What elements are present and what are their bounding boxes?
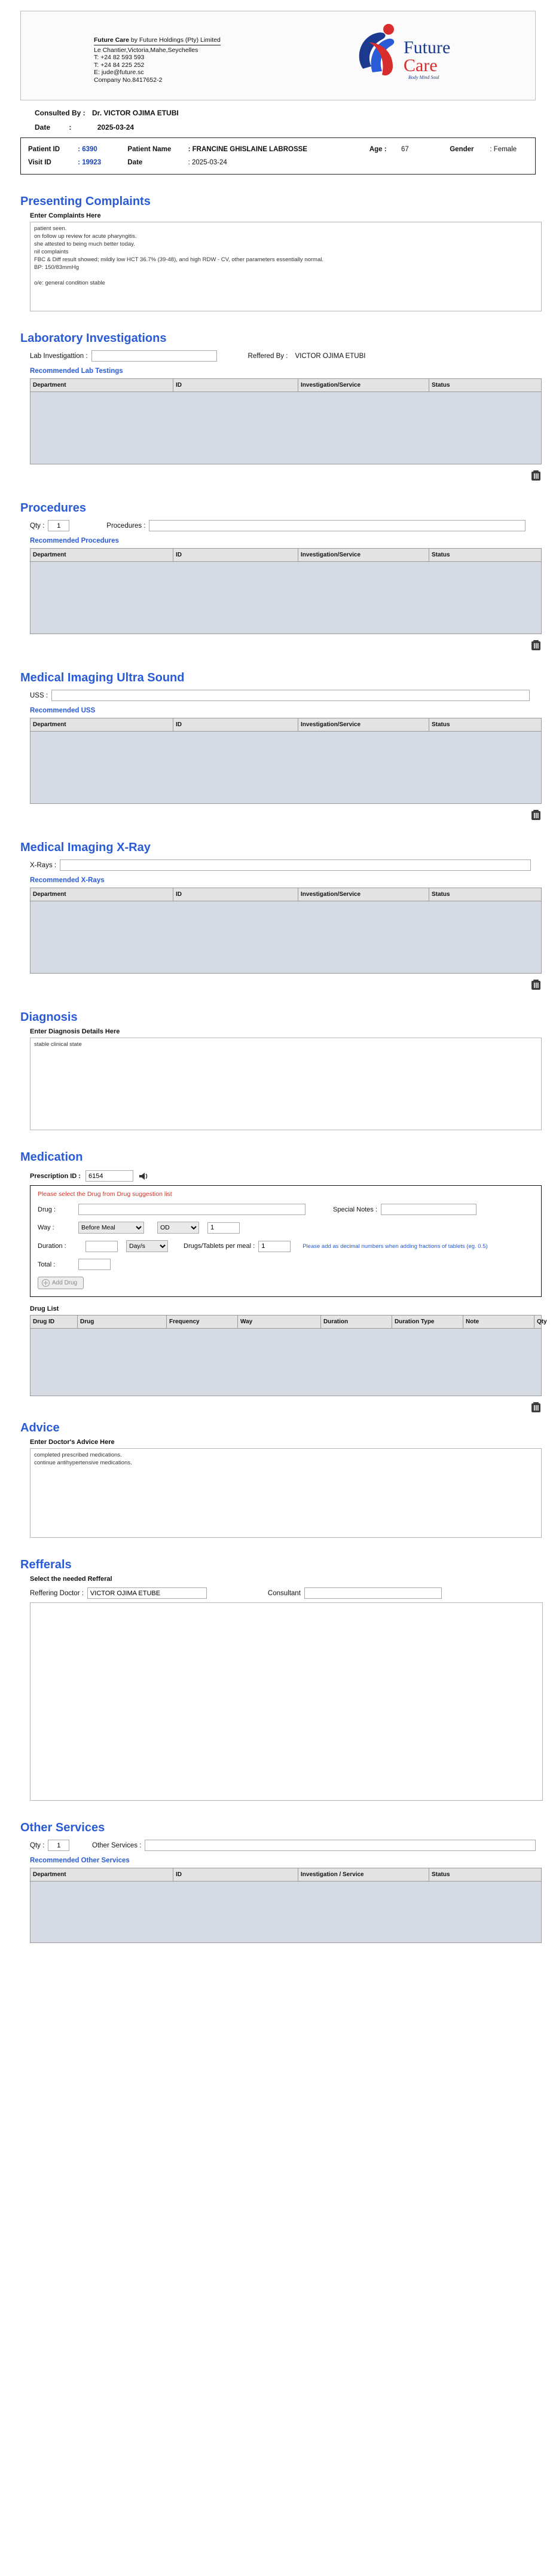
procedures-input[interactable] bbox=[149, 520, 526, 531]
consulted-by-line bbox=[35, 109, 536, 117]
xray-table-empty-body bbox=[30, 901, 542, 974]
prescription-id-label: Prescription ID : bbox=[30, 1172, 81, 1180]
add-drug-row bbox=[38, 1277, 534, 1289]
clinic-header bbox=[20, 11, 536, 100]
uss-table-body-row bbox=[30, 732, 542, 804]
other-col-department: Department bbox=[30, 1868, 173, 1881]
recommended-other-services-link[interactable]: Recommended Other Services bbox=[30, 1857, 130, 1864]
medication-way-row bbox=[38, 1222, 534, 1234]
other-services-input[interactable] bbox=[145, 1840, 536, 1851]
patient-gender-value: : Female bbox=[490, 146, 517, 153]
consultant-label: Consultant bbox=[267, 1589, 301, 1597]
patient-name-value: : FRANCINE GHISLAINE LABROSSE bbox=[188, 146, 307, 153]
referrals-panel[interactable] bbox=[30, 1602, 543, 1801]
medication-total-row bbox=[38, 1259, 534, 1270]
patient-age-label: Age : bbox=[369, 146, 387, 153]
delete-icon[interactable] bbox=[530, 639, 542, 651]
procedures-table-body-row bbox=[30, 562, 542, 634]
svg-text:Future: Future bbox=[404, 38, 451, 57]
other-services-row bbox=[30, 1840, 536, 1851]
section-title-other-services: Other Services bbox=[20, 1821, 105, 1834]
other-services-qty-input[interactable] bbox=[48, 1840, 69, 1851]
xray-col-department: Department bbox=[30, 888, 173, 901]
duration-input[interactable] bbox=[85, 1241, 118, 1252]
lab-col-status: Status bbox=[429, 379, 542, 392]
xray-table bbox=[30, 888, 542, 974]
consult-date-colon: : bbox=[69, 123, 72, 131]
lab-investigation-input[interactable] bbox=[91, 350, 217, 362]
uss-table-header-row bbox=[30, 718, 542, 732]
route-select[interactable] bbox=[157, 1222, 199, 1234]
xray-table-body-row bbox=[30, 901, 542, 974]
lab-investigation-row bbox=[30, 350, 536, 362]
other-col-id: ID bbox=[173, 1868, 298, 1881]
procedures-col-id: ID bbox=[173, 549, 298, 562]
section-title-complaints: Presenting Complaints bbox=[20, 195, 151, 208]
lab-referred-by-label: Reffered By : bbox=[248, 352, 288, 360]
drug-col-way: Way bbox=[238, 1315, 321, 1329]
consult-date-value: 2025-03-24 bbox=[97, 123, 135, 131]
consultant-input[interactable] bbox=[304, 1587, 442, 1599]
consulting-doctor-name: Dr. VICTOR OJIMA ETUBI bbox=[92, 109, 179, 117]
drug-col-drug: Drug bbox=[78, 1315, 167, 1329]
referring-doctor-input[interactable] bbox=[87, 1587, 207, 1599]
patient-id-label: Patient ID bbox=[28, 146, 60, 153]
drugs-per-meal-input[interactable] bbox=[258, 1241, 291, 1252]
referring-doctor-label: Reffering Doctor : bbox=[30, 1589, 84, 1597]
section-title-advice: Advice bbox=[20, 1421, 60, 1434]
complaints-textarea[interactable] bbox=[30, 222, 542, 311]
svg-text:Body Mind Soul: Body Mind Soul bbox=[408, 75, 439, 80]
xray-col-status: Status bbox=[429, 888, 542, 901]
clinic-name-suffix: by Future Holdings (Pty) Limited bbox=[130, 36, 221, 44]
total-label: Total : bbox=[38, 1261, 56, 1268]
visit-date-value: : 2025-03-24 bbox=[188, 159, 227, 166]
special-notes-input[interactable] bbox=[381, 1204, 476, 1215]
drug-col-id: Drug ID bbox=[30, 1315, 78, 1329]
drug-list-empty-body bbox=[30, 1329, 542, 1396]
section-title-referrals: Refferals bbox=[20, 1558, 72, 1571]
patient-name-label: Patient Name bbox=[127, 146, 172, 153]
clinic-tel-2: T: +24 84 225 252 bbox=[94, 61, 145, 69]
patient-info-bar bbox=[20, 137, 536, 175]
visit-id-value: : 19923 bbox=[78, 159, 102, 166]
speaker-icon[interactable] bbox=[138, 1171, 150, 1181]
delete-icon[interactable] bbox=[530, 469, 542, 481]
drug-label: Drug : bbox=[38, 1206, 56, 1213]
duration-label: Duration : bbox=[38, 1243, 66, 1250]
delete-icon[interactable] bbox=[530, 978, 542, 990]
advice-sub-label: Enter Doctor's Advice Here bbox=[30, 1439, 115, 1446]
clinic-name bbox=[94, 36, 221, 45]
lab-referred-by-value: VICTOR OJIMA ETUBI bbox=[295, 352, 366, 360]
uss-table-empty-body bbox=[30, 732, 542, 804]
consulted-by-label: Consulted By : bbox=[35, 109, 85, 117]
procedures-col-status: Status bbox=[429, 549, 542, 562]
drug-list-delete-row bbox=[30, 1401, 542, 1413]
drug-list-header-row bbox=[30, 1315, 542, 1329]
consult-date-label: Date bbox=[35, 123, 51, 131]
way-label: Way : bbox=[38, 1224, 54, 1231]
advice-textarea[interactable] bbox=[30, 1448, 542, 1538]
drug-list-label: Drug List bbox=[30, 1305, 59, 1313]
section-title-medication: Medication bbox=[20, 1151, 83, 1164]
clinic-logo bbox=[351, 22, 465, 93]
section-title-xray: Medical Imaging X-Ray bbox=[20, 841, 151, 854]
plus-icon bbox=[42, 1279, 50, 1287]
consult-date-line bbox=[35, 123, 536, 131]
recommended-lab-testings-link[interactable]: Recommended Lab Testings bbox=[30, 368, 123, 375]
prescription-id-input[interactable] bbox=[85, 1170, 133, 1182]
patient-info-row-1 bbox=[28, 143, 528, 156]
uss-row bbox=[30, 690, 536, 701]
diagnosis-sub-label: Enter Diagnosis Details Here bbox=[30, 1028, 120, 1035]
section-title-procedures: Procedures bbox=[20, 501, 87, 515]
patient-info-row-2 bbox=[28, 156, 528, 169]
drug-col-qty: Qty bbox=[534, 1315, 542, 1329]
lab-col-id: ID bbox=[173, 379, 298, 392]
drug-list-table bbox=[30, 1315, 547, 1396]
uss-col-department: Department bbox=[30, 718, 173, 732]
section-title-lab: Laboratory Investigations bbox=[20, 332, 167, 345]
visit-date-label: Date bbox=[127, 159, 143, 166]
drug-col-duration-type: Duration Type bbox=[392, 1315, 463, 1329]
drugs-per-meal-label: Drugs/Tablets per meal : bbox=[184, 1243, 255, 1250]
lab-delete-row bbox=[30, 469, 542, 481]
lab-results-table bbox=[30, 378, 542, 464]
uss-input[interactable] bbox=[51, 690, 530, 701]
lab-col-department: Department bbox=[30, 379, 173, 392]
diagnosis-textarea[interactable] bbox=[30, 1038, 542, 1130]
drug-col-duration: Duration bbox=[321, 1315, 392, 1329]
referring-doctor-row bbox=[30, 1587, 536, 1599]
visit-id-label: Visit ID bbox=[28, 159, 51, 166]
prescription-id-row bbox=[30, 1170, 536, 1182]
clinic-email: E: jude@future.sc bbox=[94, 69, 144, 76]
xray-table-header-row bbox=[30, 888, 542, 901]
lab-table-body-row bbox=[30, 392, 542, 464]
procedures-table bbox=[30, 548, 542, 634]
frequency-input[interactable] bbox=[207, 1222, 240, 1234]
add-drug-button[interactable] bbox=[38, 1277, 84, 1289]
patient-gender-label: Gender bbox=[450, 146, 474, 153]
lab-table-header-row bbox=[30, 379, 542, 392]
procedures-qty-input[interactable] bbox=[48, 520, 69, 531]
xray-delete-row bbox=[30, 978, 542, 990]
medication-drug-row bbox=[38, 1204, 534, 1215]
svg-text:Care: Care bbox=[404, 56, 438, 75]
recommended-uss-link[interactable]: Recommended USS bbox=[30, 707, 96, 714]
procedures-table-empty-body bbox=[30, 562, 542, 634]
lab-investigation-label: Lab Investigattion : bbox=[30, 352, 88, 360]
other-services-body-row bbox=[30, 1881, 542, 1943]
patient-age-value: 67 bbox=[401, 146, 409, 153]
special-notes-label: Special Notes : bbox=[333, 1206, 377, 1213]
add-drug-button-label: Add Drug bbox=[52, 1280, 78, 1286]
uss-col-service: Investigation/Service bbox=[298, 718, 429, 732]
other-services-header-row bbox=[30, 1868, 542, 1881]
drug-col-note: Note bbox=[463, 1315, 534, 1329]
procedures-row bbox=[30, 520, 536, 531]
clinic-name-text: Future Care bbox=[94, 36, 129, 44]
drug-list-body-row bbox=[30, 1329, 542, 1396]
xray-col-id: ID bbox=[173, 888, 298, 901]
duration-unit-select[interactable] bbox=[126, 1240, 168, 1252]
drug-input[interactable] bbox=[78, 1204, 306, 1215]
procedures-delete-row bbox=[30, 639, 542, 651]
way-select[interactable] bbox=[78, 1222, 144, 1234]
decimal-hint-text: Please add as decimal numbers when adding fractions of tablets (eg. 0.5) bbox=[303, 1243, 488, 1250]
clinic-address: Le Chantier,Victoria,Mahe,Seychelles bbox=[94, 46, 198, 54]
uss-col-status: Status bbox=[429, 718, 542, 732]
delete-icon[interactable] bbox=[530, 1401, 542, 1413]
procedures-qty-label: Qty : bbox=[30, 522, 45, 530]
other-col-service: Investigation / Service bbox=[298, 1868, 429, 1881]
uss-field-label: USS : bbox=[30, 692, 48, 699]
lab-col-service: Investigation/Service bbox=[298, 379, 429, 392]
procedures-table-header-row bbox=[30, 549, 542, 562]
procedures-col-service: Investigation/Service bbox=[298, 549, 429, 562]
recommended-procedures-link[interactable]: Recommended Procedures bbox=[30, 537, 119, 544]
other-services-field-label: Other Services : bbox=[92, 1841, 142, 1849]
other-services-empty-body bbox=[30, 1881, 542, 1943]
delete-icon[interactable] bbox=[530, 809, 542, 821]
xray-row bbox=[30, 859, 536, 871]
uss-delete-row bbox=[30, 809, 542, 821]
xray-input[interactable] bbox=[60, 859, 531, 871]
medication-duration-row bbox=[38, 1240, 534, 1252]
clinic-company-number: Company No.8417652-2 bbox=[94, 76, 163, 84]
total-input[interactable] bbox=[78, 1259, 111, 1270]
medication-entry-panel bbox=[30, 1185, 542, 1297]
referrals-sub-label: Select the needed Refferal bbox=[30, 1575, 112, 1583]
lab-table-empty-body bbox=[30, 392, 542, 464]
patient-id-value: : 6390 bbox=[78, 146, 97, 153]
complaints-sub-label: Enter Complaints Here bbox=[30, 212, 101, 219]
xray-col-service: Investigation/Service bbox=[298, 888, 429, 901]
section-title-diagnosis: Diagnosis bbox=[20, 1011, 78, 1024]
drug-col-frequency: Frequency bbox=[167, 1315, 238, 1329]
other-services-qty-label: Qty : bbox=[30, 1841, 45, 1849]
recommended-xrays-link[interactable]: Recommended X-Rays bbox=[30, 877, 105, 884]
medication-warning-text: Please select the Drug from Drug suggestion list bbox=[38, 1191, 172, 1198]
section-title-ultrasound: Medical Imaging Ultra Sound bbox=[20, 671, 185, 684]
other-services-table bbox=[30, 1868, 542, 1943]
clinic-tel-1: T: +24 82 593 593 bbox=[94, 54, 145, 61]
procedures-col-department: Department bbox=[30, 549, 173, 562]
clinic-info-block bbox=[94, 36, 221, 84]
uss-table bbox=[30, 718, 542, 804]
procedures-field-label: Procedures : bbox=[106, 522, 146, 530]
other-col-status: Status bbox=[429, 1868, 542, 1881]
uss-col-id: ID bbox=[173, 718, 298, 732]
xray-field-label: X-Rays : bbox=[30, 861, 57, 869]
